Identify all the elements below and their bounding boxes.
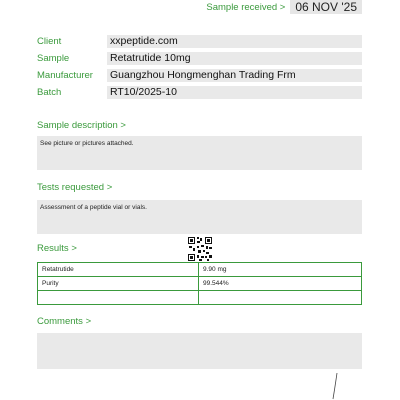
tests-requested-box: Assessment of a peptide vial or vials.	[37, 200, 362, 234]
sample-received-date: 06 NOV '25	[290, 0, 362, 14]
tests-requested-title: Tests requested >	[37, 182, 113, 193]
info-label: Manufacturer	[37, 70, 93, 81]
results-table	[37, 262, 362, 305]
result-name	[38, 291, 199, 305]
result-value	[199, 291, 362, 305]
result-name: Purity	[38, 277, 199, 291]
sample-received	[206, 0, 362, 14]
result-value: 99.544%	[199, 277, 362, 291]
result-name: Retatrutide	[38, 263, 199, 277]
sample-description-box: See picture or pictures attached.	[37, 136, 362, 170]
info-value: RT10/2025-10	[107, 86, 362, 99]
sample-received-label: Sample received >	[206, 1, 286, 13]
info-label: Client	[37, 36, 62, 47]
info-row-client	[37, 34, 362, 49]
sample-info	[37, 34, 362, 102]
info-value: xxpeptide.com	[107, 35, 362, 48]
info-value: Guangzhou Hongmenghan Trading Frm	[107, 69, 362, 82]
sample-description-title: Sample description >	[37, 120, 126, 131]
info-value: Retatrutide 10mg	[107, 52, 362, 65]
results-title: Results >	[37, 243, 77, 254]
info-label: Batch	[37, 87, 62, 98]
info-label: Sample	[37, 53, 70, 64]
info-row-manufacturer	[37, 68, 362, 83]
info-row-sample	[37, 51, 362, 66]
table-row	[38, 277, 362, 291]
info-row-batch	[37, 85, 362, 100]
signature-stroke	[330, 372, 340, 400]
comments-box	[37, 333, 362, 369]
table-row	[38, 291, 362, 305]
qr-code-icon	[187, 236, 213, 262]
table-row	[38, 263, 362, 277]
result-value: 9.90 mg	[199, 263, 362, 277]
comments-title: Comments >	[37, 316, 92, 327]
